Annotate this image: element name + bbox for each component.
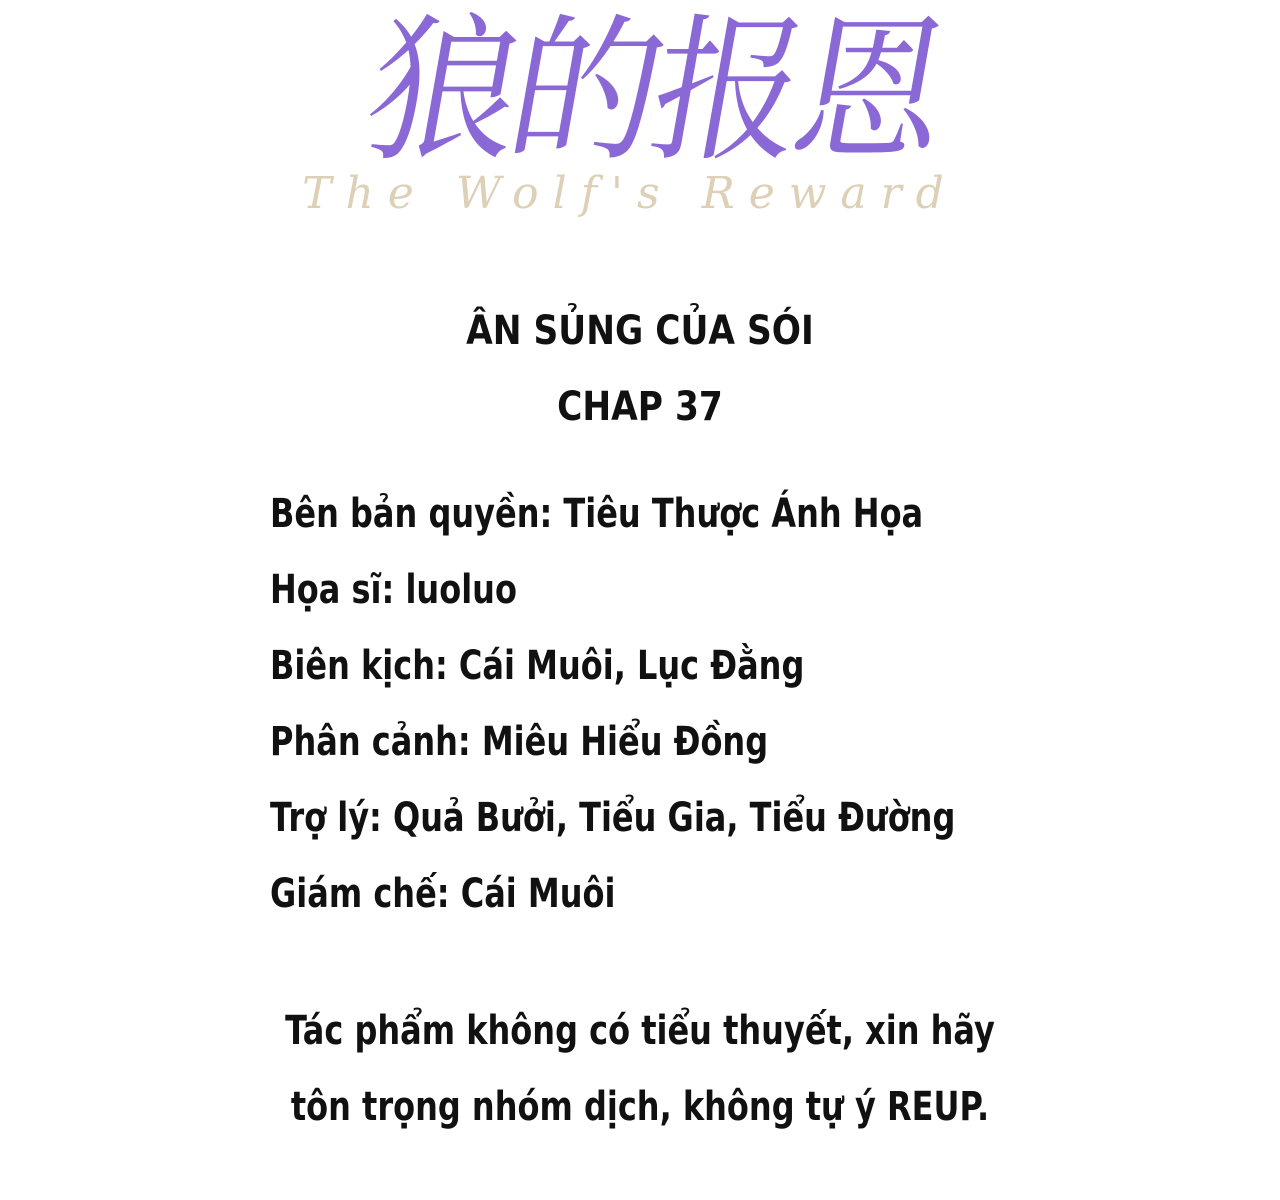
series-logo xyxy=(300,0,980,250)
credit-storyboard: Phân cảnh: Miêu Hiểu Đồng xyxy=(270,719,769,765)
notice-line-1: Tác phẩm không có tiểu thuyết, xin hãy xyxy=(285,1008,995,1054)
credit-writer: Biên kịch: Cái Muôi, Lục Đằng xyxy=(270,643,805,689)
credit-copyright: Bên bản quyền: Tiêu Thược Ánh Họa xyxy=(270,491,924,537)
logo-chinese-title: 狼的报恩 xyxy=(353,0,955,184)
credit-supervisor: Giám chế: Cái Muôi xyxy=(270,871,616,917)
series-title: ÂN SỦNG CỦA SÓI xyxy=(466,308,814,354)
credits-list xyxy=(270,484,1127,940)
notice-line-2: tôn trọng nhóm dịch, không tự ý REUP. xyxy=(290,1084,990,1130)
logo-english-title: The Wolf's Reward xyxy=(302,168,958,219)
credit-assistants: Trợ lý: Quả Bưởi, Tiểu Gia, Tiểu Đường xyxy=(270,795,956,841)
chapter-title: CHAP 37 xyxy=(557,384,723,430)
credit-artist: Họa sĩ: luoluo xyxy=(270,567,517,613)
